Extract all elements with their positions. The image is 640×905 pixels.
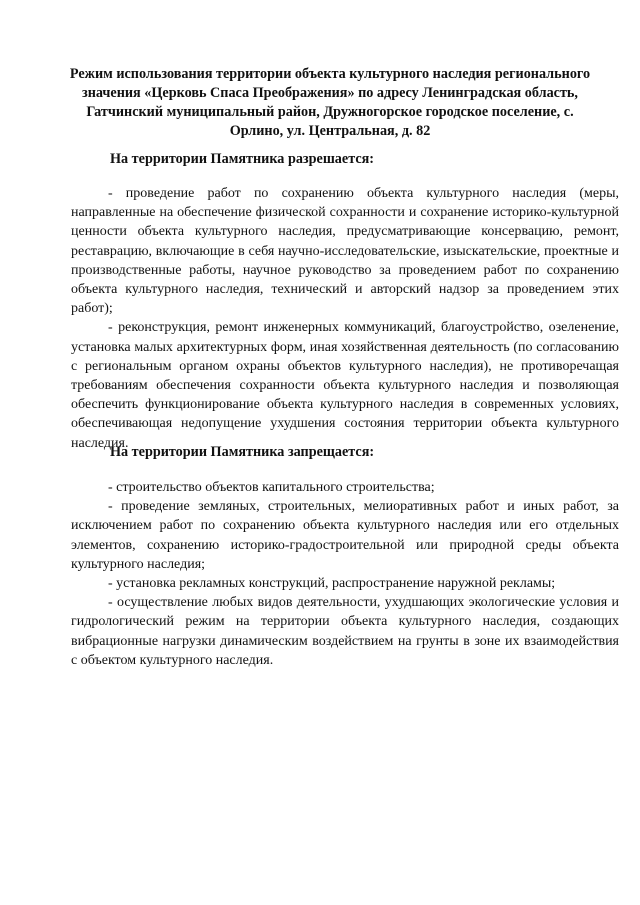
allowed-item: - реконструкция, ремонт инженерных коммуникаций, благоустройство, озеленение, установка малых архитектурных форм, иная хозяйственная деятельность (по согласованию с региональным органом охраны объектов культурного наследия), не противоречащая требованиям обеспечения сохранности объекта культурного наследия и позволяющая обеспечить функционирование объекта культурного наследия в современных условиях, обеспечивающая недопущение ухудшения состояния территории объекта культурного наследия. — [71, 320, 619, 451]
forbidden-item: - установка рекламных конструкций, распространение наружной рекламы; — [108, 576, 556, 592]
forbidden-section-heading: На территории Памятника запрещается: — [110, 444, 375, 460]
allowed-items-list — [71, 184, 619, 453]
allowed-section-heading: На территории Памятника разрешается: — [110, 151, 375, 167]
forbidden-item: - осуществление любых видов деятельности, ухудшающих экологические условия и гидрологический режим на территории объекта культурного наследия, создающих вибрационные нагрузки динамическим воздействием на грунты в зоне их взаимодействия с объектом культурного наследия. — [71, 595, 619, 668]
forbidden-item: - строительство объектов капитального строительства; — [108, 480, 435, 495]
forbidden-item: - проведение земляных, строительных, мелиоративных работ и иных работ, за исключением работ по сохранению объекта культурного наследия или его отдельных элементов, сохранению историко-градостроительной или природной среды объекта культурного наследия; — [71, 499, 619, 572]
document-title: Режим использования территории объекта культурного наследия регионального значения «Церковь Спаса Преображения» по адресу Ленинградская область, Гатчинский муниципальный район, Дружногорское городское поселение, с. Орлино, ул. Центральная, д. 82 — [69, 66, 591, 139]
allowed-item: - проведение работ по сохранению объекта культурного наследия (меры, направленные на обеспечение физической сохранности и сохранение историко-культурной ценности объекта культурного наследия, предусматривающие консервацию, ремонт, реставрацию, включающие в себя научно-исследовательские, изыскательские, проектные и производственные работы, научное руководство за проведением работ по сохранению объекта культурного наследия, технический и авторский надзор за проведением этих работ); — [71, 186, 619, 317]
forbidden-items-list — [71, 478, 619, 670]
